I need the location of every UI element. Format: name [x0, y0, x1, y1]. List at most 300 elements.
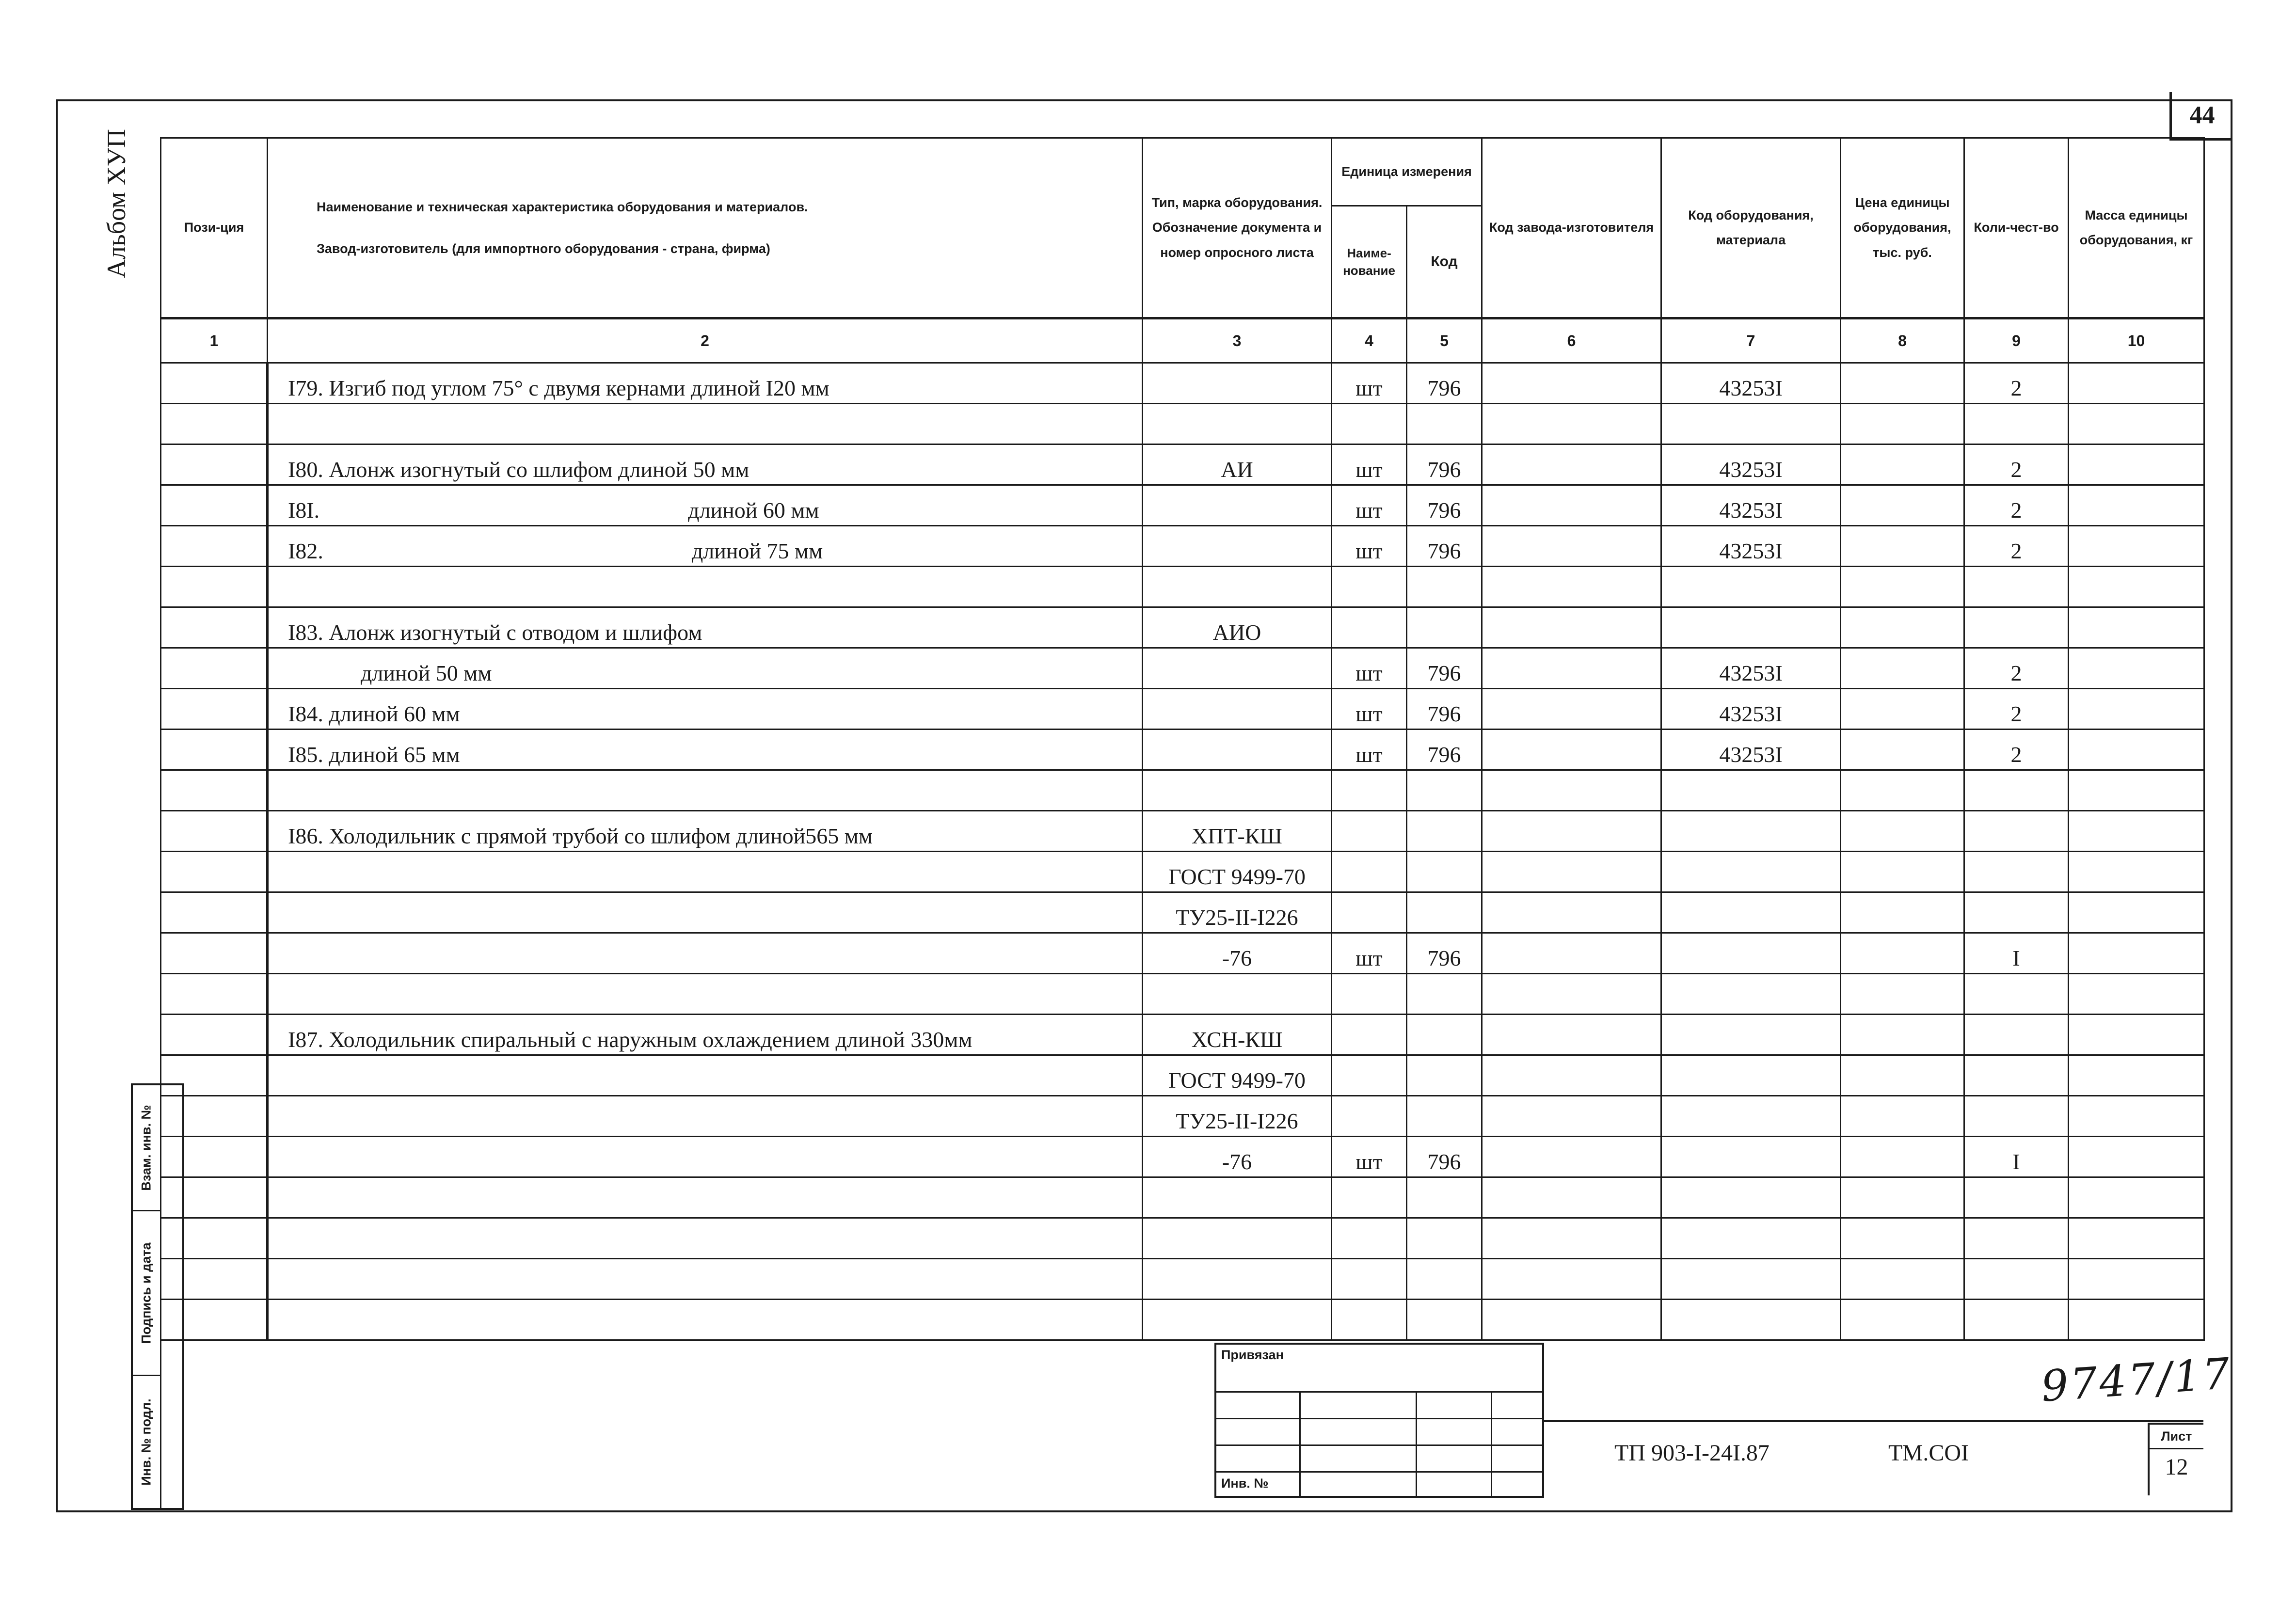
cell-quantity — [1964, 607, 2069, 648]
cell-equipment-code: 43253I — [1661, 485, 1841, 526]
header-unit-name: Наиме-нование — [1332, 206, 1407, 318]
cell-empty — [161, 852, 268, 892]
header-unit-group: Единица измерения — [1332, 138, 1482, 206]
item-name: длиной 50 мм — [361, 661, 492, 685]
cell-unit-code: 796 — [1407, 526, 1482, 567]
column-number: 8 — [1841, 318, 1964, 363]
cell-equipment-code: 43253I — [1661, 689, 1841, 730]
cell-name — [268, 1259, 1143, 1300]
cell-quantity — [1964, 1055, 2069, 1096]
cell-empty — [1841, 1096, 1964, 1137]
table-row — [161, 1055, 2204, 1096]
header-type: Тип, марка оборудования. Обозначение документа и номер опросного листа — [1143, 138, 1332, 318]
cell-equipment-code — [1661, 852, 1841, 892]
table-row — [161, 852, 2204, 892]
cell-unit — [1332, 770, 1407, 811]
cell-unit: шт — [1332, 444, 1407, 485]
cell-type — [1143, 1177, 1332, 1218]
cell-type — [1143, 1218, 1332, 1259]
cell-type — [1143, 648, 1332, 689]
cell-empty — [161, 730, 268, 770]
cell-equipment-code: 43253I — [1661, 526, 1841, 567]
cell-empty — [1841, 1055, 1964, 1096]
cell-equipment-code — [1661, 1218, 1841, 1259]
table-row — [161, 485, 2204, 526]
cell-unit: шт — [1332, 648, 1407, 689]
stamp-border — [1214, 1343, 1544, 1498]
cell-name — [268, 1177, 1143, 1218]
cell-empty — [1482, 770, 1661, 811]
table-row — [161, 1137, 2204, 1177]
cell-empty — [2069, 444, 2204, 485]
cell-name — [268, 689, 1143, 730]
cell-unit — [1332, 974, 1407, 1015]
cell-type: АИ — [1143, 444, 1332, 485]
cell-unit — [1332, 1015, 1407, 1055]
item-name: I8I. — [288, 498, 320, 523]
cell-quantity: 2 — [1964, 689, 2069, 730]
cell-empty — [1482, 811, 1661, 852]
cell-type — [1143, 1300, 1332, 1340]
cell-equipment-code — [1661, 770, 1841, 811]
cell-empty — [2069, 1300, 2204, 1340]
cell-empty — [2069, 607, 2204, 648]
stamp-line — [1214, 1391, 1544, 1393]
cell-name — [268, 485, 1143, 526]
cell-empty — [2069, 974, 2204, 1015]
cell-equipment-code — [1661, 607, 1841, 648]
cell-name — [268, 1055, 1143, 1096]
sheet-box — [2148, 1423, 2203, 1495]
column-number: 1 — [161, 318, 268, 363]
cell-type — [1143, 404, 1332, 444]
cell-empty — [1482, 444, 1661, 485]
cell-name — [268, 404, 1143, 444]
cell-unit-code — [1407, 1218, 1482, 1259]
cell-empty — [1841, 1015, 1964, 1055]
cell-unit: шт — [1332, 933, 1407, 974]
table-row — [161, 811, 2204, 852]
cell-empty — [1482, 974, 1661, 1015]
cell-empty — [1841, 811, 1964, 852]
item-name: I79. Изгиб под углом 75° с двумя кернами длиной I20 мм — [288, 376, 829, 400]
header-factory-code: Код завода-изготовителя — [1482, 138, 1661, 318]
cell-equipment-code — [1661, 1177, 1841, 1218]
cell-empty — [1482, 933, 1661, 974]
cell-empty — [2069, 1137, 2204, 1177]
cell-type: АИО — [1143, 607, 1332, 648]
cell-empty — [2069, 689, 2204, 730]
column-number: 9 — [1964, 318, 2069, 363]
cell-empty — [2069, 892, 2204, 933]
cell-empty — [1482, 852, 1661, 892]
table-row — [161, 404, 2204, 444]
cell-type — [1143, 730, 1332, 770]
cell-unit-code: 796 — [1407, 933, 1482, 974]
header-equipment-code: Код оборудования, материала — [1661, 138, 1841, 318]
table-row — [161, 933, 2204, 974]
cell-unit — [1332, 1055, 1407, 1096]
sidebar-replaced-inv: Взам. инв. № — [133, 1085, 160, 1211]
table-row — [161, 1096, 2204, 1137]
cell-type — [1143, 485, 1332, 526]
cell-equipment-code — [1661, 1015, 1841, 1055]
cell-unit-code — [1407, 567, 1482, 607]
cell-empty — [2069, 1259, 2204, 1300]
cell-empty — [161, 974, 268, 1015]
cell-empty — [2069, 933, 2204, 974]
cell-type — [1143, 974, 1332, 1015]
cell-unit — [1332, 567, 1407, 607]
cell-quantity — [1964, 1218, 2069, 1259]
sheet-label: Лист — [2150, 1425, 2203, 1449]
cell-empty — [2069, 1055, 2204, 1096]
cell-unit — [1332, 607, 1407, 648]
stamp-line — [1491, 1391, 1492, 1498]
cell-quantity — [1964, 1259, 2069, 1300]
cell-empty — [1841, 730, 1964, 770]
table-row — [161, 730, 2204, 770]
cell-unit-code — [1407, 770, 1482, 811]
header-price: Цена единицы оборудования, тыс. руб. — [1841, 138, 1964, 318]
item-name: I85. длиной 65 мм — [288, 742, 460, 767]
cell-unit-code: 796 — [1407, 363, 1482, 404]
header-name — [268, 138, 1143, 318]
cell-type — [1143, 526, 1332, 567]
cell-equipment-code — [1661, 811, 1841, 852]
column-number: 10 — [2069, 318, 2204, 363]
cell-type — [1143, 363, 1332, 404]
item-name-continuation: длиной 75 мм — [691, 539, 823, 563]
cell-empty — [161, 485, 268, 526]
cell-equipment-code: 43253I — [1661, 730, 1841, 770]
cell-empty — [1482, 1096, 1661, 1137]
cell-empty — [1482, 1015, 1661, 1055]
cell-type — [1143, 770, 1332, 811]
cell-empty — [2069, 1218, 2204, 1259]
specification-table — [160, 137, 2205, 1341]
stamp-line — [1214, 1471, 1544, 1473]
column-number: 2 — [268, 318, 1143, 363]
cell-empty — [1841, 1177, 1964, 1218]
cell-quantity: 2 — [1964, 485, 2069, 526]
cell-empty — [1841, 404, 1964, 444]
table-row — [161, 444, 2204, 485]
table-row — [161, 648, 2204, 689]
cell-equipment-code: 43253I — [1661, 648, 1841, 689]
cell-name — [268, 1015, 1143, 1055]
cell-empty — [1482, 1300, 1661, 1340]
cell-empty — [161, 444, 268, 485]
cell-empty — [1841, 892, 1964, 933]
document-code: ТП 903-I-24I.87 — [1614, 1440, 1770, 1466]
cell-empty — [1841, 648, 1964, 689]
cell-name — [268, 770, 1143, 811]
cell-name — [268, 444, 1143, 485]
cell-unit — [1332, 1259, 1407, 1300]
cell-empty — [2069, 730, 2204, 770]
cell-equipment-code — [1661, 933, 1841, 974]
cell-unit-code: 796 — [1407, 1137, 1482, 1177]
cell-name — [268, 974, 1143, 1015]
cell-empty — [1841, 526, 1964, 567]
cell-empty — [161, 648, 268, 689]
cell-empty — [1841, 363, 1964, 404]
sheet-number: 12 — [2165, 1454, 2188, 1480]
cell-quantity — [1964, 811, 2069, 852]
cell-unit-code: 796 — [1407, 444, 1482, 485]
table-row — [161, 363, 2204, 404]
cell-empty — [1841, 1137, 1964, 1177]
cell-quantity — [1964, 770, 2069, 811]
cell-empty — [161, 1015, 268, 1055]
cell-empty — [2069, 1177, 2204, 1218]
cell-unit — [1332, 1300, 1407, 1340]
cell-quantity — [1964, 404, 2069, 444]
column-number: 5 — [1407, 318, 1482, 363]
cell-empty — [2069, 404, 2204, 444]
cell-unit-code — [1407, 1300, 1482, 1340]
table-row — [161, 770, 2204, 811]
cell-unit-code — [1407, 852, 1482, 892]
cell-type: ГОСТ 9499-70 — [1143, 852, 1332, 892]
cell-unit: шт — [1332, 526, 1407, 567]
cell-unit: шт — [1332, 689, 1407, 730]
cell-empty — [161, 363, 268, 404]
cell-empty — [1482, 1218, 1661, 1259]
cell-empty — [161, 689, 268, 730]
cell-name — [268, 1300, 1143, 1340]
stamp-inv-no: Инв. № — [1221, 1476, 1269, 1491]
table-row — [161, 1300, 2204, 1340]
cell-empty — [1841, 1259, 1964, 1300]
cell-empty — [1482, 526, 1661, 567]
cell-empty — [1841, 444, 1964, 485]
handwritten-number: 9747/17 — [2039, 1348, 2233, 1412]
cell-unit-code — [1407, 404, 1482, 444]
stamp-title: Привязан — [1221, 1348, 1284, 1362]
cell-empty — [2069, 811, 2204, 852]
cell-empty — [1841, 607, 1964, 648]
item-name-continuation: длиной 60 мм — [688, 498, 819, 523]
cell-empty — [161, 404, 268, 444]
sidebar-inv-original: Инв. № подл. — [139, 1398, 154, 1486]
cell-empty — [161, 811, 268, 852]
cell-quantity — [1964, 852, 2069, 892]
cell-name — [268, 567, 1143, 607]
cell-quantity: 2 — [1964, 648, 2069, 689]
cell-unit: шт — [1332, 363, 1407, 404]
cell-empty — [2069, 1096, 2204, 1137]
cell-unit-code — [1407, 1177, 1482, 1218]
cell-empty — [1841, 485, 1964, 526]
cell-name — [268, 892, 1143, 933]
cell-empty — [1841, 1300, 1964, 1340]
cell-empty — [2069, 852, 2204, 892]
cell-empty — [2069, 485, 2204, 526]
cell-empty — [161, 567, 268, 607]
cell-unit — [1332, 1096, 1407, 1137]
document-mark: ТМ.COI — [1888, 1440, 1969, 1466]
header-mass: Масса единицы оборудования, кг — [2069, 138, 2204, 318]
cell-empty — [1841, 770, 1964, 811]
cell-name — [268, 363, 1143, 404]
album-label: Альбом ХУП — [102, 129, 131, 278]
item-name: I82. — [288, 539, 323, 563]
cell-unit-code — [1407, 1096, 1482, 1137]
item-name: I84. длиной 60 мм — [288, 701, 460, 726]
cell-unit: шт — [1332, 730, 1407, 770]
cell-unit — [1332, 892, 1407, 933]
cell-unit-code — [1407, 974, 1482, 1015]
cell-type: ТУ25-II-I226 — [1143, 1096, 1332, 1137]
cell-empty — [1841, 1218, 1964, 1259]
table-row — [161, 1218, 2204, 1259]
cell-equipment-code — [1661, 1300, 1841, 1340]
column-number: 7 — [1661, 318, 1841, 363]
cell-empty — [1482, 485, 1661, 526]
title-block-line — [1544, 1420, 2203, 1422]
cell-empty — [161, 526, 268, 567]
header-name-line1: Наименование и техническая характеристика оборудования и материалов. — [317, 199, 808, 214]
cell-unit-code — [1407, 1055, 1482, 1096]
cell-name — [268, 526, 1143, 567]
cell-empty — [1482, 607, 1661, 648]
cell-unit: шт — [1332, 1137, 1407, 1177]
column-number: 6 — [1482, 318, 1661, 363]
cell-unit-code: 796 — [1407, 648, 1482, 689]
cell-quantity — [1964, 892, 2069, 933]
table-row — [161, 1015, 2204, 1055]
page-number: 44 — [2169, 92, 2232, 141]
cell-unit-code — [1407, 892, 1482, 933]
header-quantity: Коли-чест-во — [1964, 138, 2069, 318]
column-number: 4 — [1332, 318, 1407, 363]
cell-unit-code — [1407, 811, 1482, 852]
cell-quantity: I — [1964, 933, 2069, 974]
cell-type — [1143, 689, 1332, 730]
cell-type: -76 — [1143, 1137, 1332, 1177]
cell-quantity: 2 — [1964, 444, 2069, 485]
table-row — [161, 1259, 2204, 1300]
cell-empty — [1482, 892, 1661, 933]
cell-equipment-code — [1661, 404, 1841, 444]
cell-empty — [1482, 689, 1661, 730]
cell-equipment-code — [1661, 892, 1841, 933]
cell-equipment-code — [1661, 1137, 1841, 1177]
header-position: Пози-ция — [161, 138, 268, 318]
cell-quantity — [1964, 1177, 2069, 1218]
cell-empty — [1482, 1055, 1661, 1096]
cell-name — [268, 648, 1143, 689]
cell-name — [268, 1096, 1143, 1137]
cell-equipment-code — [1661, 1096, 1841, 1137]
table-row — [161, 974, 2204, 1015]
header-name-line2: Завод-изготовитель (для импортного оборудования - страна, фирма) — [317, 241, 770, 256]
cell-empty — [1482, 363, 1661, 404]
table-row — [161, 526, 2204, 567]
cell-empty — [2069, 567, 2204, 607]
item-name: I87. Холодильник спиральный с наружным охлаждением длиной 330мм — [288, 1027, 973, 1052]
cell-type: -76 — [1143, 933, 1332, 974]
cell-empty — [161, 770, 268, 811]
item-name: I80. Алонж изогнутый со шлифом длиной 50 мм — [288, 457, 749, 482]
cell-unit-code: 796 — [1407, 730, 1482, 770]
cell-empty — [1841, 567, 1964, 607]
cell-quantity — [1964, 974, 2069, 1015]
cell-name — [268, 811, 1143, 852]
table-row — [161, 567, 2204, 607]
cell-unit-code — [1407, 1259, 1482, 1300]
cell-quantity: 2 — [1964, 526, 2069, 567]
cell-name — [268, 933, 1143, 974]
cell-quantity — [1964, 1096, 2069, 1137]
cell-unit-code: 796 — [1407, 485, 1482, 526]
cell-empty — [2069, 363, 2204, 404]
header-unit-code: Код — [1407, 206, 1482, 318]
cell-equipment-code: 43253I — [1661, 363, 1841, 404]
cell-unit — [1332, 811, 1407, 852]
cell-equipment-code — [1661, 1259, 1841, 1300]
cell-empty — [1841, 852, 1964, 892]
cell-type: ХПТ-КШ — [1143, 811, 1332, 852]
cell-unit-code: 796 — [1407, 689, 1482, 730]
table-row — [161, 892, 2204, 933]
approval-sidebar — [131, 1083, 184, 1510]
table-row — [161, 1177, 2204, 1218]
cell-empty — [161, 933, 268, 974]
sidebar-sign-date: Подпись и дата — [133, 1211, 160, 1376]
cell-empty — [1841, 974, 1964, 1015]
cell-empty — [161, 892, 268, 933]
cell-name — [268, 730, 1143, 770]
cell-type — [1143, 1259, 1332, 1300]
cell-unit — [1332, 852, 1407, 892]
cell-empty — [1482, 730, 1661, 770]
cell-unit — [1332, 404, 1407, 444]
item-name: I83. Алонж изогнутый с отводом и шлифом — [288, 620, 702, 645]
column-number: 3 — [1143, 318, 1332, 363]
cell-empty — [1482, 1137, 1661, 1177]
cell-type — [1143, 567, 1332, 607]
cell-unit — [1332, 1177, 1407, 1218]
cell-empty — [2069, 526, 2204, 567]
sidebar-divider — [160, 1085, 161, 1508]
stamp-line — [1416, 1391, 1417, 1498]
cell-empty — [2069, 770, 2204, 811]
cell-equipment-code: 43253I — [1661, 444, 1841, 485]
cell-type: ХСН-КШ — [1143, 1015, 1332, 1055]
stamp-line — [1214, 1418, 1544, 1419]
item-name: I86. Холодильник с прямой трубой со шлифом длиной565 мм — [288, 824, 873, 848]
stamp-line — [1299, 1391, 1301, 1498]
cell-quantity: 2 — [1964, 363, 2069, 404]
cell-name — [268, 1218, 1143, 1259]
cell-type: ТУ25-II-I226 — [1143, 892, 1332, 933]
cell-unit-code — [1407, 607, 1482, 648]
cell-quantity — [1964, 1300, 2069, 1340]
cell-name — [268, 852, 1143, 892]
cell-name — [268, 607, 1143, 648]
cell-unit-code — [1407, 1015, 1482, 1055]
cell-equipment-code — [1661, 974, 1841, 1015]
table-row — [161, 689, 2204, 730]
binding-stamp — [1214, 1343, 1544, 1498]
cell-empty — [2069, 648, 2204, 689]
cell-empty — [1482, 567, 1661, 607]
cell-empty — [161, 607, 268, 648]
table-row — [161, 607, 2204, 648]
